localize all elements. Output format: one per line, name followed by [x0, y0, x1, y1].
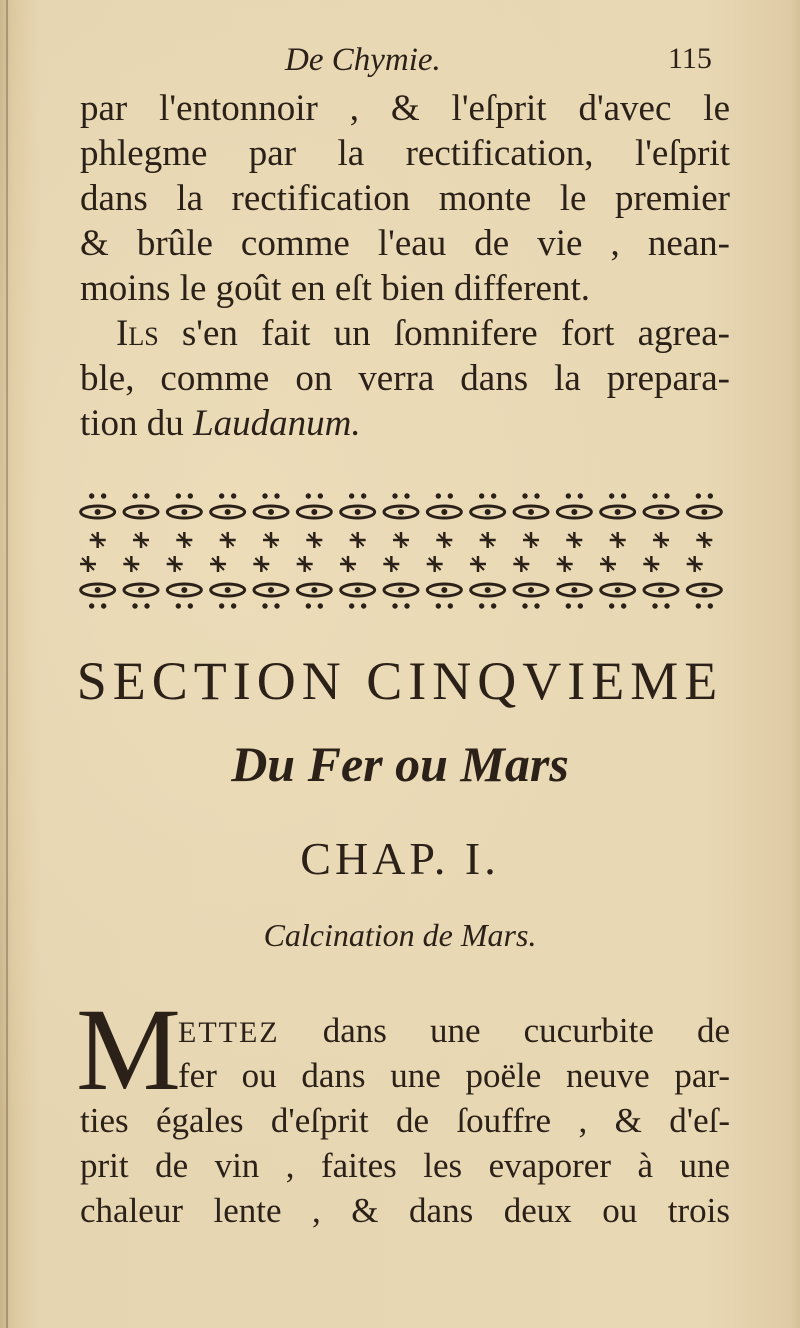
ornament-dot — [182, 510, 187, 515]
ornament-dot — [355, 510, 360, 515]
ornament-dot — [219, 494, 223, 498]
text-line: ble, comme on verra dans la prepara- — [80, 358, 730, 399]
ornament-dot — [621, 604, 625, 608]
chapter-subtitle: Calcination de Mars. — [263, 917, 537, 953]
ornament-dot — [696, 604, 700, 608]
ornament-dot — [659, 510, 664, 515]
text-line — [80, 1008, 730, 1053]
ornament-dot — [225, 510, 230, 515]
text-line: chaleur lente , & dans deux ou trois — [80, 1191, 730, 1230]
ornament-dot — [615, 510, 620, 515]
ornament-dot — [523, 604, 527, 608]
ornament-dot — [485, 588, 490, 593]
ornament-dot — [393, 494, 397, 498]
ornament-dot — [572, 588, 577, 593]
ornament-dot — [361, 604, 365, 608]
ornament-dot — [529, 510, 534, 515]
text-line: dans la rectification monte le premier — [80, 178, 730, 219]
text-line: ties égales d'eſprit de ſouffre , & d'eſ- — [80, 1101, 730, 1140]
ornament-dot — [101, 494, 105, 498]
ornament-dot — [145, 494, 149, 498]
ornament-dot — [269, 588, 274, 593]
ornament-dot — [621, 494, 625, 498]
running-head — [0, 42, 800, 82]
ornament-dot — [263, 604, 267, 608]
text-line: moins le goût en eſt bien different. — [80, 268, 590, 309]
ornament-dot — [442, 588, 447, 593]
ornament-dot — [448, 494, 452, 498]
ornament-dot — [89, 494, 93, 498]
ornament-dot — [708, 494, 712, 498]
paragraph-2 — [80, 311, 730, 446]
text-line: phlegme par la rectification, l'eſprit — [80, 133, 730, 174]
text-fragment: tion du — [80, 403, 194, 444]
ornament-dot — [615, 588, 620, 593]
ornament-dot — [176, 494, 180, 498]
ornament-dot — [306, 494, 310, 498]
page-number: 115 — [668, 42, 712, 75]
ornament-dot — [306, 604, 310, 608]
ornament-dot — [145, 604, 149, 608]
ornament-dot — [578, 604, 582, 608]
ornament-dot — [263, 494, 267, 498]
ornament-dot — [188, 604, 192, 608]
ornament-dot — [436, 604, 440, 608]
text-line: & brûle comme l'eau de vie , nean- — [80, 223, 730, 264]
ornament-dot — [578, 494, 582, 498]
ornament-dot — [659, 588, 664, 593]
ornament-dot — [708, 604, 712, 608]
text-line — [80, 401, 730, 446]
ornament-dot — [361, 494, 365, 498]
ornament-dot — [275, 494, 279, 498]
ornament-dot — [405, 604, 409, 608]
paragraph-lead: Ils — [116, 313, 159, 354]
ornament-dot — [702, 588, 707, 593]
ornament-dot — [653, 494, 657, 498]
ornament-dot — [479, 604, 483, 608]
ornament-dot — [696, 494, 700, 498]
ornament-dot — [448, 604, 452, 608]
ornament-dot — [566, 604, 570, 608]
ornament-dot — [523, 494, 527, 498]
running-head-title: De Chymie. — [285, 42, 441, 78]
ornament-dot — [535, 494, 539, 498]
ornament-dot — [399, 510, 404, 515]
ornament-dot — [225, 588, 230, 593]
ornament-dot — [535, 604, 539, 608]
ornament-dot — [219, 604, 223, 608]
ornament-dot — [529, 588, 534, 593]
ornament-dot — [188, 494, 192, 498]
ornament-dot — [312, 510, 317, 515]
ornament-dot — [665, 494, 669, 498]
ornament-dot — [318, 494, 322, 498]
paragraph-lead: ETTEZ — [178, 1016, 280, 1049]
chapter-title: CHAP. I. — [300, 833, 500, 884]
ornament-dot — [405, 494, 409, 498]
ornament-dot — [275, 604, 279, 608]
text-line: prit de vin , faites les evaporer à une — [80, 1146, 730, 1185]
ornament-dot — [609, 494, 613, 498]
ornament-dot — [318, 604, 322, 608]
ornament-dot — [399, 588, 404, 593]
drop-capital: M — [76, 984, 181, 1115]
ornament-dot — [355, 588, 360, 593]
ornament-dot — [349, 604, 353, 608]
text-line — [80, 311, 730, 356]
ornament-dot — [436, 494, 440, 498]
text-fragment: s'en fait un ſomnifere fort agrea- — [181, 313, 730, 354]
ornament-dot — [231, 494, 235, 498]
ornament-dot — [479, 494, 483, 498]
ornament-dot — [312, 588, 317, 593]
ornament-dot — [231, 604, 235, 608]
ornament-dot — [95, 588, 100, 593]
ornament-dot — [491, 604, 495, 608]
ornament-dot — [609, 604, 613, 608]
ornament-dot — [702, 510, 707, 515]
section-title: SECTION CINQVIEME — [76, 651, 724, 711]
ornament-dot — [393, 604, 397, 608]
text-line: fer ou dans une poële neuve par- — [178, 1056, 730, 1095]
ornament-dot — [653, 604, 657, 608]
ornament-dot — [572, 510, 577, 515]
ornament-dot — [491, 494, 495, 498]
text-fragment: dans une cucurbite de — [279, 1011, 730, 1050]
ornament-dot — [139, 588, 144, 593]
ornament-dot — [269, 510, 274, 515]
ornament-dot — [89, 604, 93, 608]
ornament-dot — [349, 494, 353, 498]
text-line: par l'entonnoir , & l'eſprit d'avec le — [80, 88, 730, 129]
italic-term: Laudanum. — [193, 403, 361, 444]
paragraph-3 — [80, 1008, 730, 1233]
ornament-dot — [665, 604, 669, 608]
ornament-dot — [133, 604, 137, 608]
decorative-ornament-band — [76, 492, 726, 612]
ornament-dot — [176, 604, 180, 608]
ornament-dot — [182, 588, 187, 593]
ornament-dot — [485, 510, 490, 515]
ornament-dot — [442, 510, 447, 515]
section-subtitle: Du Fer ou Mars — [231, 736, 569, 792]
ornament-dot — [566, 494, 570, 498]
ornament-dot — [95, 510, 100, 515]
ornament-dot — [133, 494, 137, 498]
ornament-dot — [101, 604, 105, 608]
ornament-dot — [139, 510, 144, 515]
paragraph-1 — [80, 86, 730, 311]
